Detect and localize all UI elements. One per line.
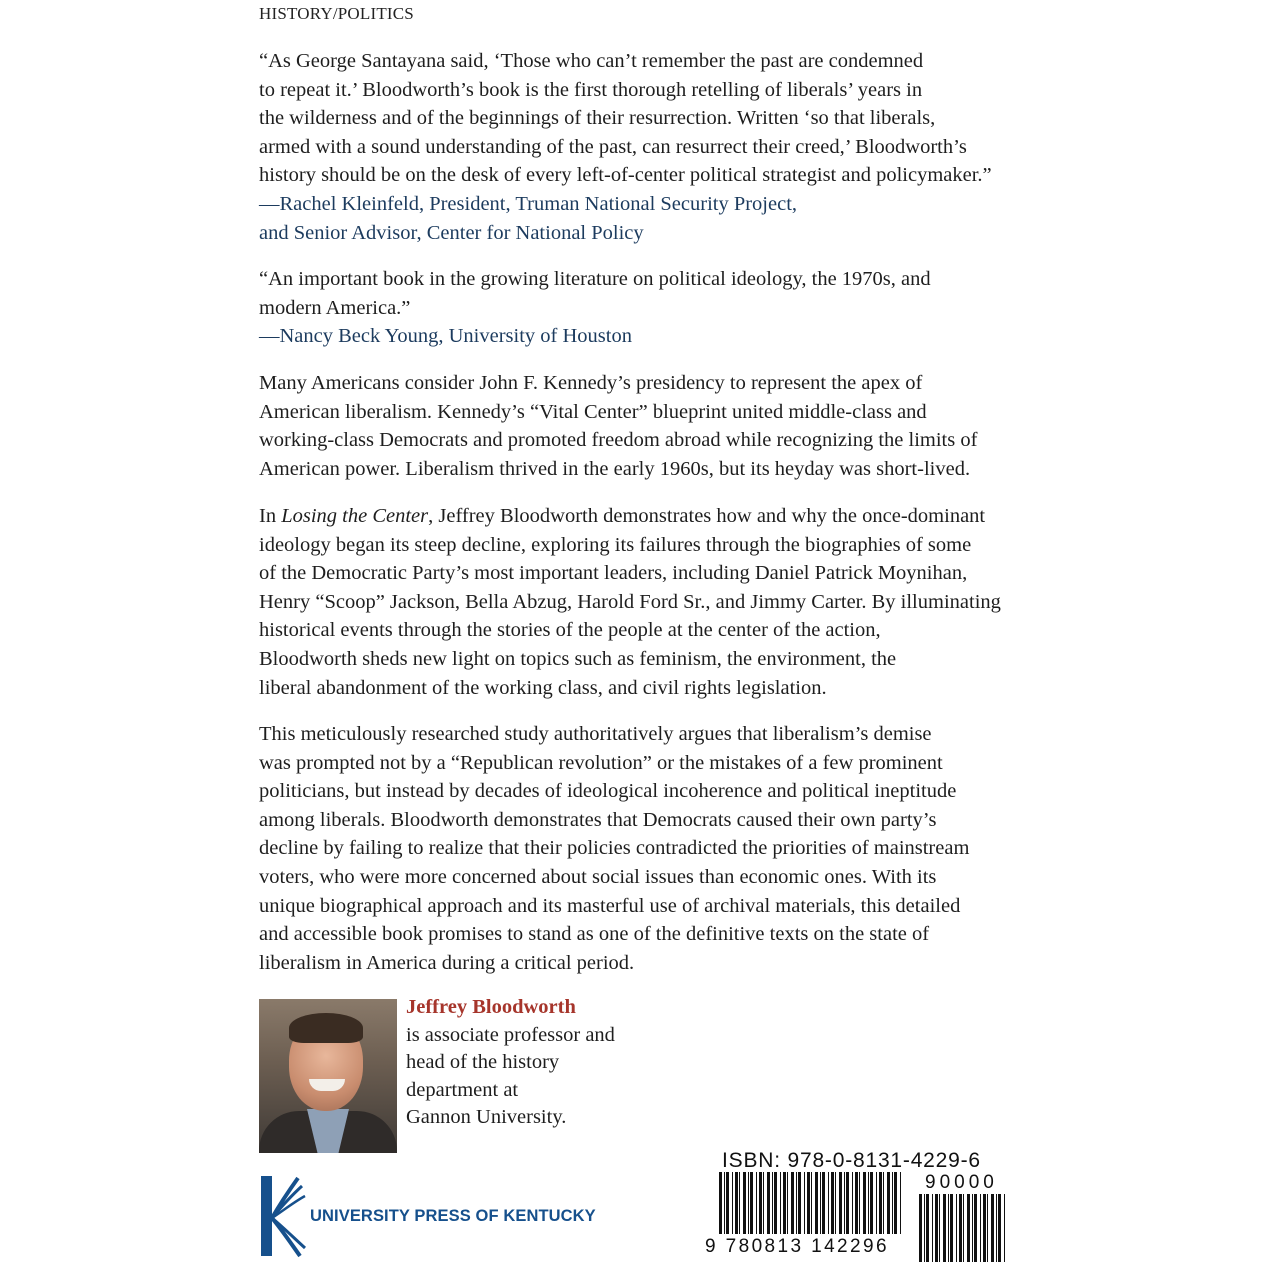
barcode-bar [870, 1172, 873, 1234]
description-line: Many Americans consider John F. Kennedy’s presidency to represent the apex of [259, 372, 923, 394]
description-paragraph-2 [259, 502, 1019, 702]
quote-line: the wilderness and of the beginnings of their resurrection. Written ‘so that liberals, [259, 107, 936, 130]
description-line: liberalism in America during a critical period. [259, 951, 635, 974]
quote-line: armed with a sound understanding of the past, can resurrect their creed,’ Bloodworth’s [259, 135, 967, 158]
endorsement-quote-young [259, 265, 1019, 351]
barcode [705, 1172, 1010, 1262]
barcode-bar [987, 1194, 988, 1262]
barcode-bar [919, 1194, 922, 1262]
author-bio-line: head of the history [406, 1051, 560, 1074]
author-bio-line: department at [406, 1078, 519, 1101]
barcode-bar [739, 1172, 740, 1234]
barcode-bar [983, 1194, 986, 1262]
barcode-bar [900, 1172, 901, 1234]
barcode-bar [726, 1172, 729, 1234]
barcode-bar [935, 1194, 938, 1262]
barcode-bar [735, 1172, 738, 1234]
barcode-bar [980, 1194, 981, 1262]
book-title: Losing the Center [281, 505, 429, 527]
description-line: and accessible book promises to stand as one of the definitive texts on the state of [259, 923, 930, 946]
description-line: politicians, but instead by decades of ideological incoherence and political ineptitude [259, 780, 957, 803]
quote-text [259, 47, 1019, 190]
barcode-bar [948, 1194, 949, 1262]
barcode-bar [963, 1194, 964, 1262]
barcode-bar [822, 1172, 825, 1234]
barcode-bar [959, 1194, 962, 1262]
quote-attribution [259, 322, 1019, 351]
quote-line: “As George Santayana said, ‘Those who can’t remember the past are condemned [259, 50, 924, 72]
barcode-bar [855, 1172, 858, 1234]
endorsement-quote-kleinfeld [259, 47, 1019, 247]
barcode-bar [748, 1172, 749, 1234]
barcode-bar [839, 1172, 842, 1234]
description-line: of the Democratic Party’s most important leaders, including Daniel Patrick Moynihan, [259, 562, 968, 585]
barcode-bar [732, 1172, 733, 1234]
description-line: historical events through the stories of the people at the center of the action, [259, 619, 881, 642]
barcode-bar [1004, 1194, 1005, 1262]
isbn-label: ISBN: 978-0-8131-4229-6 [722, 1149, 981, 1172]
barcode-bar [796, 1172, 797, 1234]
barcode-bar [743, 1172, 746, 1234]
barcode-bar [783, 1172, 786, 1234]
barcode-bar [719, 1172, 722, 1234]
description-line: Bloodworth sheds new light on topics such as feminism, the environment, the [259, 647, 897, 670]
description-line: decline by failing to realize that their policies contradicted the priorities of mainstream [259, 837, 970, 860]
description-text: In [259, 505, 282, 527]
description-line: was prompted not by a “Republican revolution” or the mistakes of a few prominent [259, 751, 943, 774]
description-line: unique biographical approach and its masterful use of archival materials, this detailed [259, 894, 961, 917]
barcode-bar [967, 1194, 970, 1262]
attribution-line: and Senior Advisor, Center for National Policy [259, 221, 644, 244]
barcode-bar [831, 1172, 834, 1234]
author-bio-line: is associate professor and [406, 1023, 615, 1046]
barcode-bar [879, 1172, 882, 1234]
barcode-bar [868, 1172, 869, 1234]
barcode-bar [820, 1172, 821, 1234]
author-bio [406, 994, 615, 1132]
description-paragraph-3 [259, 720, 1019, 977]
barcode-bar [791, 1172, 794, 1234]
barcode-bar [724, 1172, 725, 1234]
barcode-bar [846, 1172, 849, 1234]
barcode-bar [804, 1172, 805, 1234]
barcode-bar [991, 1194, 994, 1262]
barcode-bar [811, 1172, 812, 1234]
description-line: voters, who were more concerned about social issues than economic ones. With its [259, 865, 937, 888]
quote-line: modern America.” [259, 296, 411, 319]
publisher-logo [258, 1174, 618, 1258]
barcode-bar [807, 1172, 810, 1234]
barcode-bar [943, 1194, 946, 1262]
description-line: American power. Liberalism thrived in the early 1960s, but its heyday was short-lived. [259, 457, 971, 480]
quote-line: to repeat it.’ Bloodworth’s book is the first thorough retelling of liberals’ years in [259, 78, 923, 101]
barcode-bar [956, 1194, 957, 1262]
barcode-bar [844, 1172, 845, 1234]
barcode-digits: 9 780813 142296 [705, 1236, 889, 1257]
description-line [259, 502, 1019, 531]
barcode-bar [926, 1194, 929, 1262]
barcode-bar [815, 1172, 818, 1234]
description-line: This meticulously researched study authoritatively argues that liberalism’s demise [259, 723, 932, 745]
attribution-line: —Rachel Kleinfeld, President, Truman National Security Project, [259, 192, 798, 215]
category-label: HISTORY/POLITICS [259, 4, 414, 23]
barcode-bar [924, 1194, 925, 1262]
barcode-bar [767, 1172, 770, 1234]
barcode-bar [883, 1172, 884, 1234]
barcode-bar [798, 1172, 801, 1234]
barcode-bar [996, 1194, 997, 1262]
description-line: liberal abandonment of the working class, and civil rights legislation. [259, 676, 827, 699]
barcode-bar [759, 1172, 762, 1234]
publisher-k-icon [258, 1174, 308, 1258]
quote-line: “An important book in the growing literature on political ideology, the 1970s, and [259, 268, 931, 290]
attribution-line: —Nancy Beck Young, University of Houston [259, 325, 632, 348]
quote-attribution [259, 190, 1019, 247]
barcode-bar [763, 1172, 764, 1234]
description-line: ideology began its steep decline, exploring its failures through the biographies of some [259, 533, 972, 556]
author-bio-line: Gannon University. [406, 1106, 567, 1129]
quote-text [259, 265, 1019, 322]
barcode-bar [939, 1194, 940, 1262]
barcode-bar [859, 1172, 860, 1234]
barcode-addon-digits: 90000 [925, 1172, 998, 1193]
barcode-bar [750, 1172, 753, 1234]
description-paragraph-1 [259, 369, 1019, 483]
barcode-bar [756, 1172, 757, 1234]
barcode-bar [950, 1194, 953, 1262]
barcode-bar [974, 1194, 977, 1262]
barcode-bar [892, 1172, 893, 1234]
barcode-bar [828, 1172, 829, 1234]
description-line: Henry “Scoop” Jackson, Bella Abzug, Harold Ford Sr., and Jimmy Carter. By illuminating [259, 590, 1001, 613]
barcode-bar [876, 1172, 877, 1234]
barcode-bar [774, 1172, 777, 1234]
barcode-bar [772, 1172, 773, 1234]
barcode-bar [998, 1194, 1001, 1262]
description-line: working-class Democrats and promoted freedom abroad while recognizing the limits of [259, 429, 978, 452]
quote-line: history should be on the desk of every left-of-center political strategist and policymaker.” [259, 164, 992, 187]
author-name: Jeffrey Bloodworth [406, 996, 576, 1018]
author-photo [259, 999, 397, 1153]
barcode-bar [835, 1172, 836, 1234]
description-text: , Jeffrey Bloodworth demonstrates how and why the once-dominant [428, 505, 986, 527]
description-line: among liberals. Bloodworth demonstrates that Democrats caused their own party’s [259, 808, 937, 831]
barcode-bar [932, 1194, 933, 1262]
description-line: American liberalism. Kennedy’s “Vital Center” blueprint united middle-class and [259, 400, 927, 423]
barcode-bar [863, 1172, 866, 1234]
barcode-bar [972, 1194, 973, 1262]
author-photo-hair [289, 1013, 363, 1043]
barcode-bar [887, 1172, 890, 1234]
barcode-bar [780, 1172, 781, 1234]
barcode-bar [894, 1172, 897, 1234]
barcode-bar [787, 1172, 788, 1234]
barcode-bar [852, 1172, 853, 1234]
publisher-name: UNIVERSITY PRESS OF KENTUCKY [310, 1207, 596, 1225]
